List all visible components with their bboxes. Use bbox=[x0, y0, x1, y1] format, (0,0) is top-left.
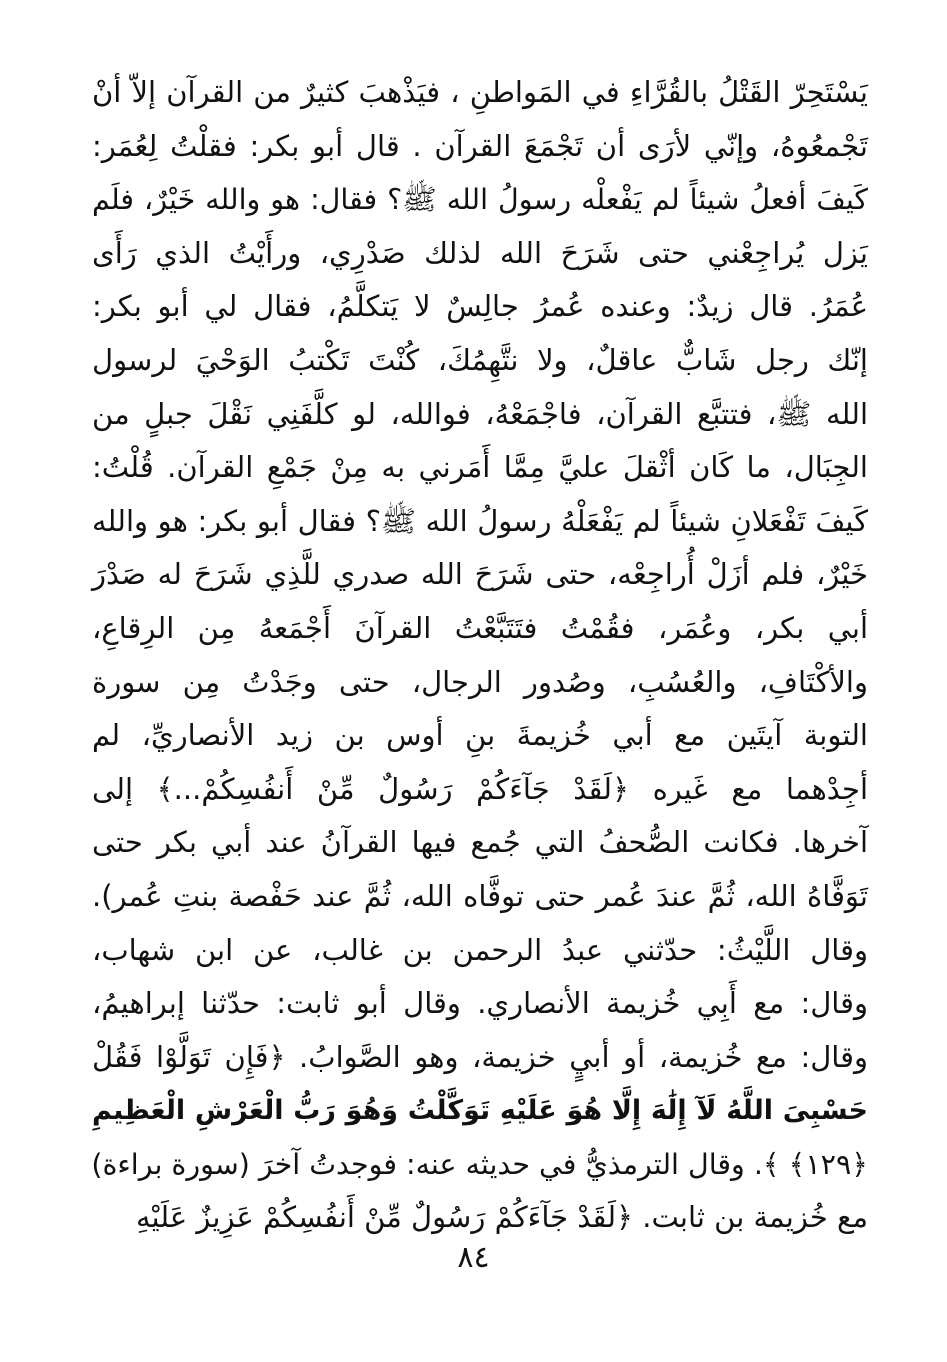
text-line-20-quran-verse: حَسْبِىَ اللَّهُ لَآ إِلَٰهَ إِلَّا هُوَ عَلَيْهِ تَوَكَّلْتُ وَهُوَ رَبُّ الْعَرْشِ الْعَظِيمِ bbox=[92, 1095, 868, 1127]
text-line-9: كَيفَ تَفْعَلانِ شيئاً لم يَفْعَلْهُ رسولُ الله ﷺ؟ فقال أبو بكر: هو والله bbox=[92, 503, 868, 538]
text-line-12: والأكْتَافِ، والعُسُبِ، وصُدور الرجال، حتى وجَدْتُ مِن سورة bbox=[92, 664, 868, 699]
text-line-16: تَوَفَّاهُ الله، ثُمَّ عندَ عُمر حتى توفَّاه الله، ثُمَّ عند حَفْصة بنتِ عُمر). bbox=[92, 878, 868, 913]
text-line-3: كَيفَ أفعلُ شيئاً لم يَفْعلْه رسولُ الله ﷺ؟ فقال: هو والله خَيْرٌ، فلَم bbox=[92, 183, 868, 217]
text-line-6: إنّك رجل شَابٌّ عاقلٌ، ولا نتَّهِمُكَ، كُنْتَ تَكْتبُ الوَحْيَ لرسول bbox=[92, 342, 868, 377]
text-line-5: عُمَرُ. قال زيدٌ: وعنده عُمرُ جالِسٌ لا يَتكلَّمُ، فقال لي أبو بكر: bbox=[92, 289, 868, 324]
text-line-7: الله ﷺ، فتتبَّع القرآن، فاجْمَعْهُ، فوالله، لو كلَّفَنِي نَقْلَ جبلٍ من bbox=[92, 396, 868, 431]
text-line-1: يَسْتَحِرّ القَتْلُ بالقُرَّاءِ في المَواطنِ ، فيَذْهبَ كثيرٌ من القرآن إلاّ أنْ bbox=[92, 75, 868, 109]
text-line-4: يَزل يُراجِعْني حتى شَرَحَ الله لذلك صَدْرِي، ورأَيْتُ الذي رَأَى bbox=[92, 235, 868, 270]
text-line-22: مع خُزيمة بن ثابت. ﴿لَقَدْ جَآءَكُمْ رَسُولٌ مِّنْ أَنفُسِكُمْ عَزِيزٌ عَلَيْهِ bbox=[135, 1200, 868, 1235]
text-line-18: وقال: مع أَبِي خُزيمة الأنصاري. وقال أبو ثابت: حدّثنا إبراهيمُ، bbox=[92, 986, 868, 1021]
page-number: ٨٤ bbox=[457, 1240, 490, 1275]
text-line-8: الجِبَال، ما كَان أثْقلَ عليَّ مِمَّا أَمَرني به مِنْ جَمْعِ القرآن. قُلْتُ: bbox=[92, 450, 868, 485]
text-line-13: التوبة آيتَين مع أبي خُزيمةَ بنِ أوس بن زيد الأنصاريِّ، لم bbox=[92, 718, 868, 753]
text-line-17: وقال اللَّيْثُ: حدّثني عبدُ الرحمن بن غالب، عن ابن شهاب، bbox=[92, 932, 868, 967]
text-line-15: آخرها. فكانت الصُّحفُ التي جُمع فيها القرآنُ عند أبي بكر حتى bbox=[92, 825, 868, 860]
text-line-11: أبي بكر، وعُمَر، فقُمْتُ فتَتَبَّعْتُ القرآنَ أَجْمَعهُ مِن الرِقاعِ، bbox=[92, 610, 868, 645]
text-line-2: تَجْمعُوهُ، وإنّي لأرَى أن تَجْمَعَ القرآن . قال أبو بكر: فقلْتُ لِعُمَر: bbox=[92, 128, 868, 163]
body-text bbox=[92, 66, 868, 1245]
text-line-14: أجِدْهما مع غَيره ﴿لَقَدْ جَآءَكُمْ رَسُولٌ مِّنْ أَنفُسِكُمْ...﴾ إلى bbox=[92, 771, 868, 806]
text-line-19: وقال: مع خُزيمة، أو أبيٍ خزيمة، وهو الصَّوابُ. ﴿فَإِن تَوَلَّوْا فَقُلْ bbox=[92, 1039, 868, 1074]
text-line-10: خَيْرٌ، فلم أزَلْ أُراجِعْه، حتى شَرَحَ الله صدري للَّذِي شَرَحَ له صَدْرَ bbox=[92, 557, 868, 592]
text-line-21: ﴿١٢٩﴾ ﴾. وقال الترمذيُّ في حديثه عنه: فوجدتُ آخرَ (سورة براءة) bbox=[91, 1147, 868, 1181]
